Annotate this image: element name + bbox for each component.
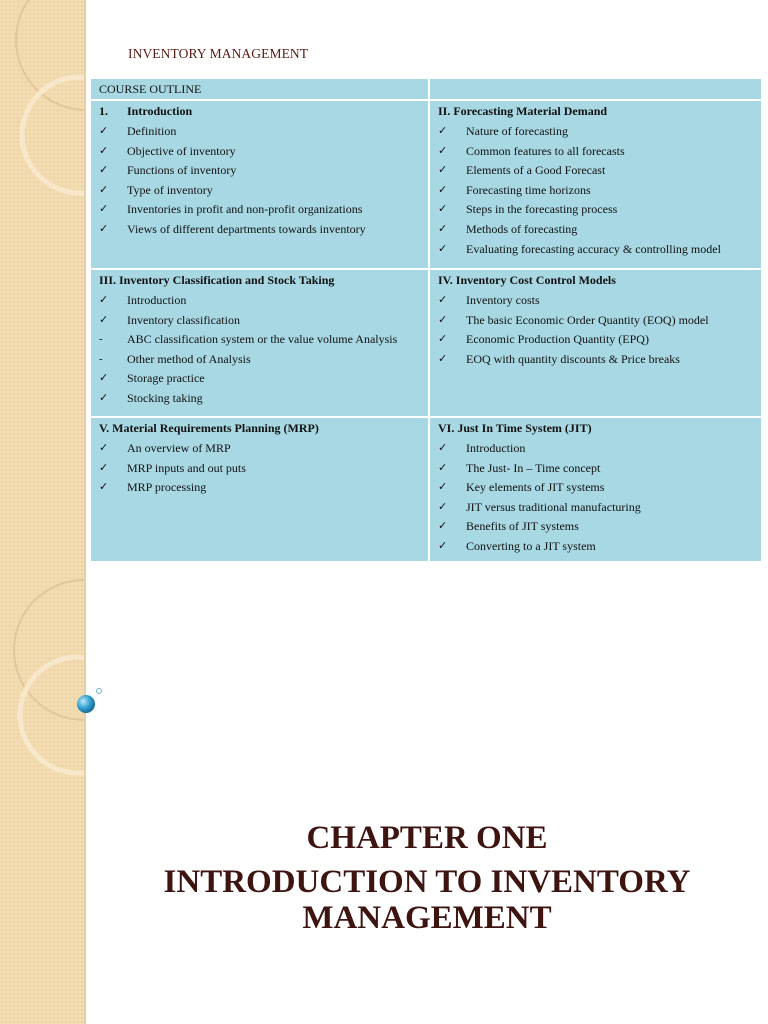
- list-item-text: ABC classification system or the value volume Analysis: [127, 332, 398, 347]
- list-item-text: Inventory classification: [127, 312, 240, 327]
- list-item-text: Converting to a JIT system: [466, 538, 596, 553]
- list-item: [438, 220, 761, 240]
- list-item: [99, 142, 428, 162]
- list-item: [99, 478, 428, 498]
- section-title: [99, 270, 428, 291]
- section-title-text: V. Material Requirements Planning (MRP): [99, 421, 319, 435]
- checkmark-icon: ✓: [438, 203, 448, 216]
- list-item: [99, 200, 428, 220]
- checkmark-icon: ✓: [99, 203, 109, 216]
- list-item: [99, 389, 428, 409]
- list-item: [99, 220, 428, 240]
- checkmark-icon: ✓: [438, 500, 448, 513]
- section-cell: [429, 100, 762, 269]
- section-title-text: VI. Just In Time System (JIT): [438, 421, 592, 435]
- list-item-text: Introduction: [127, 293, 187, 307]
- checkmark-icon: ✓: [438, 461, 448, 474]
- list-item-text: Type of inventory: [127, 182, 213, 197]
- list-item: [438, 439, 761, 459]
- checkmark-icon: ✓: [438, 442, 448, 454]
- list-item: [438, 161, 761, 181]
- checkmark-icon: ✓: [99, 461, 109, 474]
- list-item-text: Steps in the forecasting process: [466, 202, 618, 217]
- section-item-list: [99, 291, 428, 409]
- list-item-text: Elements of a Good Forecast: [466, 163, 606, 178]
- list-item: [438, 350, 761, 370]
- list-item-text: Inventories in profit and non-profit organizations: [127, 202, 363, 217]
- checkmark-icon: ✓: [99, 164, 109, 177]
- list-item: [438, 311, 761, 331]
- section-title-text: II. Forecasting Material Demand: [438, 104, 608, 118]
- checkmark-icon: ✓: [99, 125, 109, 137]
- list-item: [438, 181, 761, 201]
- checkmark-icon: ✓: [99, 144, 109, 157]
- list-item: [438, 122, 761, 142]
- list-item-text: Other method of Analysis: [127, 351, 251, 366]
- section-item-list: [438, 122, 761, 259]
- list-item: [99, 330, 428, 350]
- section-item-list: [99, 439, 428, 498]
- section-cell: [90, 269, 429, 417]
- list-item-text: Common features to all forecasts: [466, 143, 625, 158]
- list-item: [438, 240, 761, 260]
- checkmark-icon: ✓: [99, 313, 109, 326]
- list-item-text: Methods of forecasting: [466, 221, 578, 236]
- list-item: [99, 311, 428, 331]
- section-title-text: III. Inventory Classification and Stock Taking: [99, 273, 335, 287]
- list-item-text: JIT versus traditional manufacturing: [466, 499, 641, 514]
- checkmark-icon: ✓: [438, 333, 448, 346]
- list-item-text: Key elements of JIT systems: [466, 480, 605, 495]
- list-item: [99, 291, 428, 311]
- checkmark-icon: ✓: [438, 520, 448, 533]
- section-item-list: [438, 291, 761, 369]
- list-item-text: The basic Economic Order Quantity (EOQ) model: [466, 312, 709, 327]
- section-title-text: IV. Inventory Cost Control Models: [438, 273, 616, 287]
- list-item: [438, 537, 761, 557]
- checkmark-icon: ✓: [438, 125, 448, 137]
- list-item-text: Definition: [127, 124, 177, 138]
- empty-cell: [429, 78, 762, 100]
- list-item: [438, 330, 761, 350]
- decorative-rings: [0, 0, 84, 1024]
- list-item-text: Forecasting time horizons: [466, 182, 591, 197]
- list-item: [438, 459, 761, 479]
- list-item-text: Objective of inventory: [127, 143, 236, 158]
- checkmark-icon: ✓: [438, 183, 448, 196]
- section-number: 1.: [99, 104, 108, 118]
- list-item: [438, 517, 761, 537]
- checkmark-icon: ✓: [99, 442, 109, 454]
- decorative-sidebar: [0, 0, 84, 1024]
- list-item-text: Storage practice: [127, 371, 205, 386]
- list-item-text: MRP processing: [127, 480, 207, 495]
- section-title: [99, 418, 428, 439]
- section-title: [438, 418, 761, 439]
- section-item-list: [99, 122, 428, 240]
- outline-heading-cell: [90, 78, 429, 100]
- list-item: [438, 200, 761, 220]
- bubble-icon: [74, 684, 104, 714]
- section-title-text: Introduction: [127, 104, 193, 118]
- checkmark-icon: ✓: [99, 481, 109, 494]
- checkmark-icon: ✓: [99, 372, 109, 385]
- checkmark-icon: ✓: [438, 313, 448, 326]
- section-cell: [90, 417, 429, 562]
- list-item: [99, 122, 428, 142]
- section-cell: [429, 417, 762, 562]
- list-item: [99, 350, 428, 370]
- list-item-text: Inventory costs: [466, 293, 540, 307]
- checkmark-icon: ✓: [438, 352, 448, 365]
- checkmark-icon: ✓: [99, 222, 109, 235]
- checkmark-icon: ✓: [99, 183, 109, 196]
- chapter-number: CHAPTER ONE: [306, 820, 548, 856]
- list-item: [438, 478, 761, 498]
- list-item-text: MRP inputs and out puts: [127, 460, 246, 475]
- list-item: [99, 369, 428, 389]
- list-item: [99, 459, 428, 479]
- checkmark-icon: ✓: [438, 144, 448, 157]
- list-item-text: Benefits of JIT systems: [466, 519, 579, 534]
- section-item-list: [438, 439, 761, 557]
- list-item-text: The Just- In – Time concept: [466, 460, 601, 475]
- section-title: [438, 270, 761, 291]
- checkmark-icon: ✓: [438, 481, 448, 494]
- list-item-text: Functions of inventory: [127, 163, 237, 178]
- section-cell: [429, 269, 762, 417]
- checkmark-icon: ✓: [438, 164, 448, 177]
- list-item: [99, 181, 428, 201]
- section-title: [99, 101, 428, 122]
- list-item: [438, 142, 761, 162]
- course-outline-table: [89, 77, 763, 563]
- section-cell: [90, 100, 429, 269]
- list-item-text: Evaluating forecasting accuracy & controlling model: [466, 241, 721, 256]
- checkmark-icon: ✓: [99, 391, 109, 404]
- checkmark-icon: ✓: [438, 242, 448, 255]
- list-item-text: Economic Production Quantity (EPQ): [466, 332, 649, 347]
- section-title: [438, 101, 761, 122]
- list-item: [99, 161, 428, 181]
- outline-heading: COURSE OUTLINE: [99, 82, 202, 96]
- checkmark-icon: ✓: [99, 294, 109, 306]
- list-item: [438, 498, 761, 518]
- list-item-text: Views of different departments towards inventory: [127, 221, 366, 236]
- dash-marker: -: [99, 352, 103, 365]
- dash-marker: -: [99, 333, 103, 346]
- list-item-text: Nature of forecasting: [466, 124, 568, 138]
- chapter-title: INTRODUCTION TO INVENTORY MANAGEMENT: [163, 864, 691, 936]
- page-header: INVENTORY MANAGEMENT: [128, 46, 309, 61]
- checkmark-icon: ✓: [438, 539, 448, 552]
- list-item-text: Stocking taking: [127, 390, 203, 405]
- checkmark-icon: ✓: [438, 222, 448, 235]
- list-item-text: Introduction: [466, 441, 526, 455]
- list-item: [99, 439, 428, 459]
- list-item-text: EOQ with quantity discounts & Price breaks: [466, 351, 680, 366]
- list-item-text: An overview of MRP: [127, 441, 231, 455]
- list-item: [438, 291, 761, 311]
- checkmark-icon: ✓: [438, 294, 448, 306]
